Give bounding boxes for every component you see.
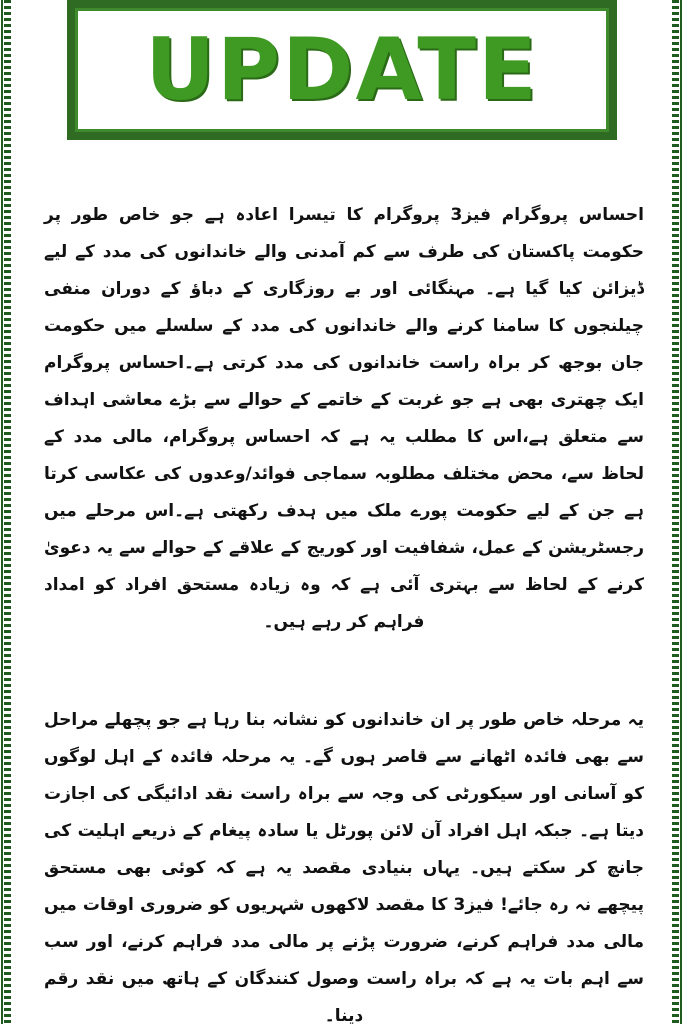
paragraph-2-text: یہ مرحلہ خاص طور پر ان خاندانوں کو نشانہ بنا رہا ہے جو پچھلے مراحل سے بھی فائدہ اٹھانے سے قاصر ہوں گے۔ یہ مرحلہ فائدہ کے اہل لوگوں کو آسانی اور سیکورٹی کی وجہ سے براہ راست نقد ادائیگی کی اجازت دیتا ہے۔ جبکہ اہل افراد آن لائن پورٹل یا سادہ پیغام کے ذریعے اہلیت کی جانچ کر سکتے ہیں۔ یہاں بنیادی مقصد یہ ہے کہ کوئی بھی مستحق پیچھے نہ رہ جائے! فیز3 کا مقصد لاکھوں شہریوں کو ضروری اوقات میں مالی مدد فراہم کرنے، ضرورت پڑنے پر مالی مدد فراہم کرنے، اور سب سے اہم بات یہ ہے کہ براہ راست وصول کنندگان کے ہاتھ میں نقد رقم دینا۔ [44,710,644,1026]
left-dotted-border [4,0,11,1024]
article-paragraph-2 [44,702,644,1035]
update-banner [67,0,617,140]
update-banner-frame [75,8,609,132]
paragraph-1-text: احساس پروگرام فیز3 پروگرام کا تیسرا اعادہ ہے جو خاص طور پر حکومت پاکستان کی طرف سے کم آمدنی والے خاندانوں کی مدد کے لیے ڈیزائن کیا گیا ہے۔ مہنگائی اور بے روزگاری کے دباؤ کے دوران منفی چیلنجوں کا سامنا کرنے والے خاندانوں کی مدد کے سلسلے میں حکومت جان بوجھ کر براہ راست خاندانوں کی مدد کرتی ہے۔احساس پروگرام ایک چھتری بھی ہے جو غربت کے خاتمے کے حوالے سے بڑے معاشی اہداف سے متعلق ہے،اس کا مطلب یہ ہے کہ احساس پروگرام، مالی مدد کے لحاظ سے، محض مختلف مطلوبہ سماجی فوائد/وعدوں کی عکاسی کرتا ہے جن کے لیے حکومت پورے ملک میں ہدف رکھتی ہے۔اس مرحلے میں رجسٹریشن کے عمل، شفافیت اور کوریج کے علاقے کے حوالے سے یہ دعویٰ کرنے کے لحاظ سے بہتری آئی ہے کہ وہ زیادہ مستحق افراد کو امداد فراہم کر رہے ہیں۔ [44,205,645,632]
update-banner-title: UPDATE [145,20,539,120]
article-paragraph-1 [44,197,644,641]
right-dotted-border [672,0,679,1024]
